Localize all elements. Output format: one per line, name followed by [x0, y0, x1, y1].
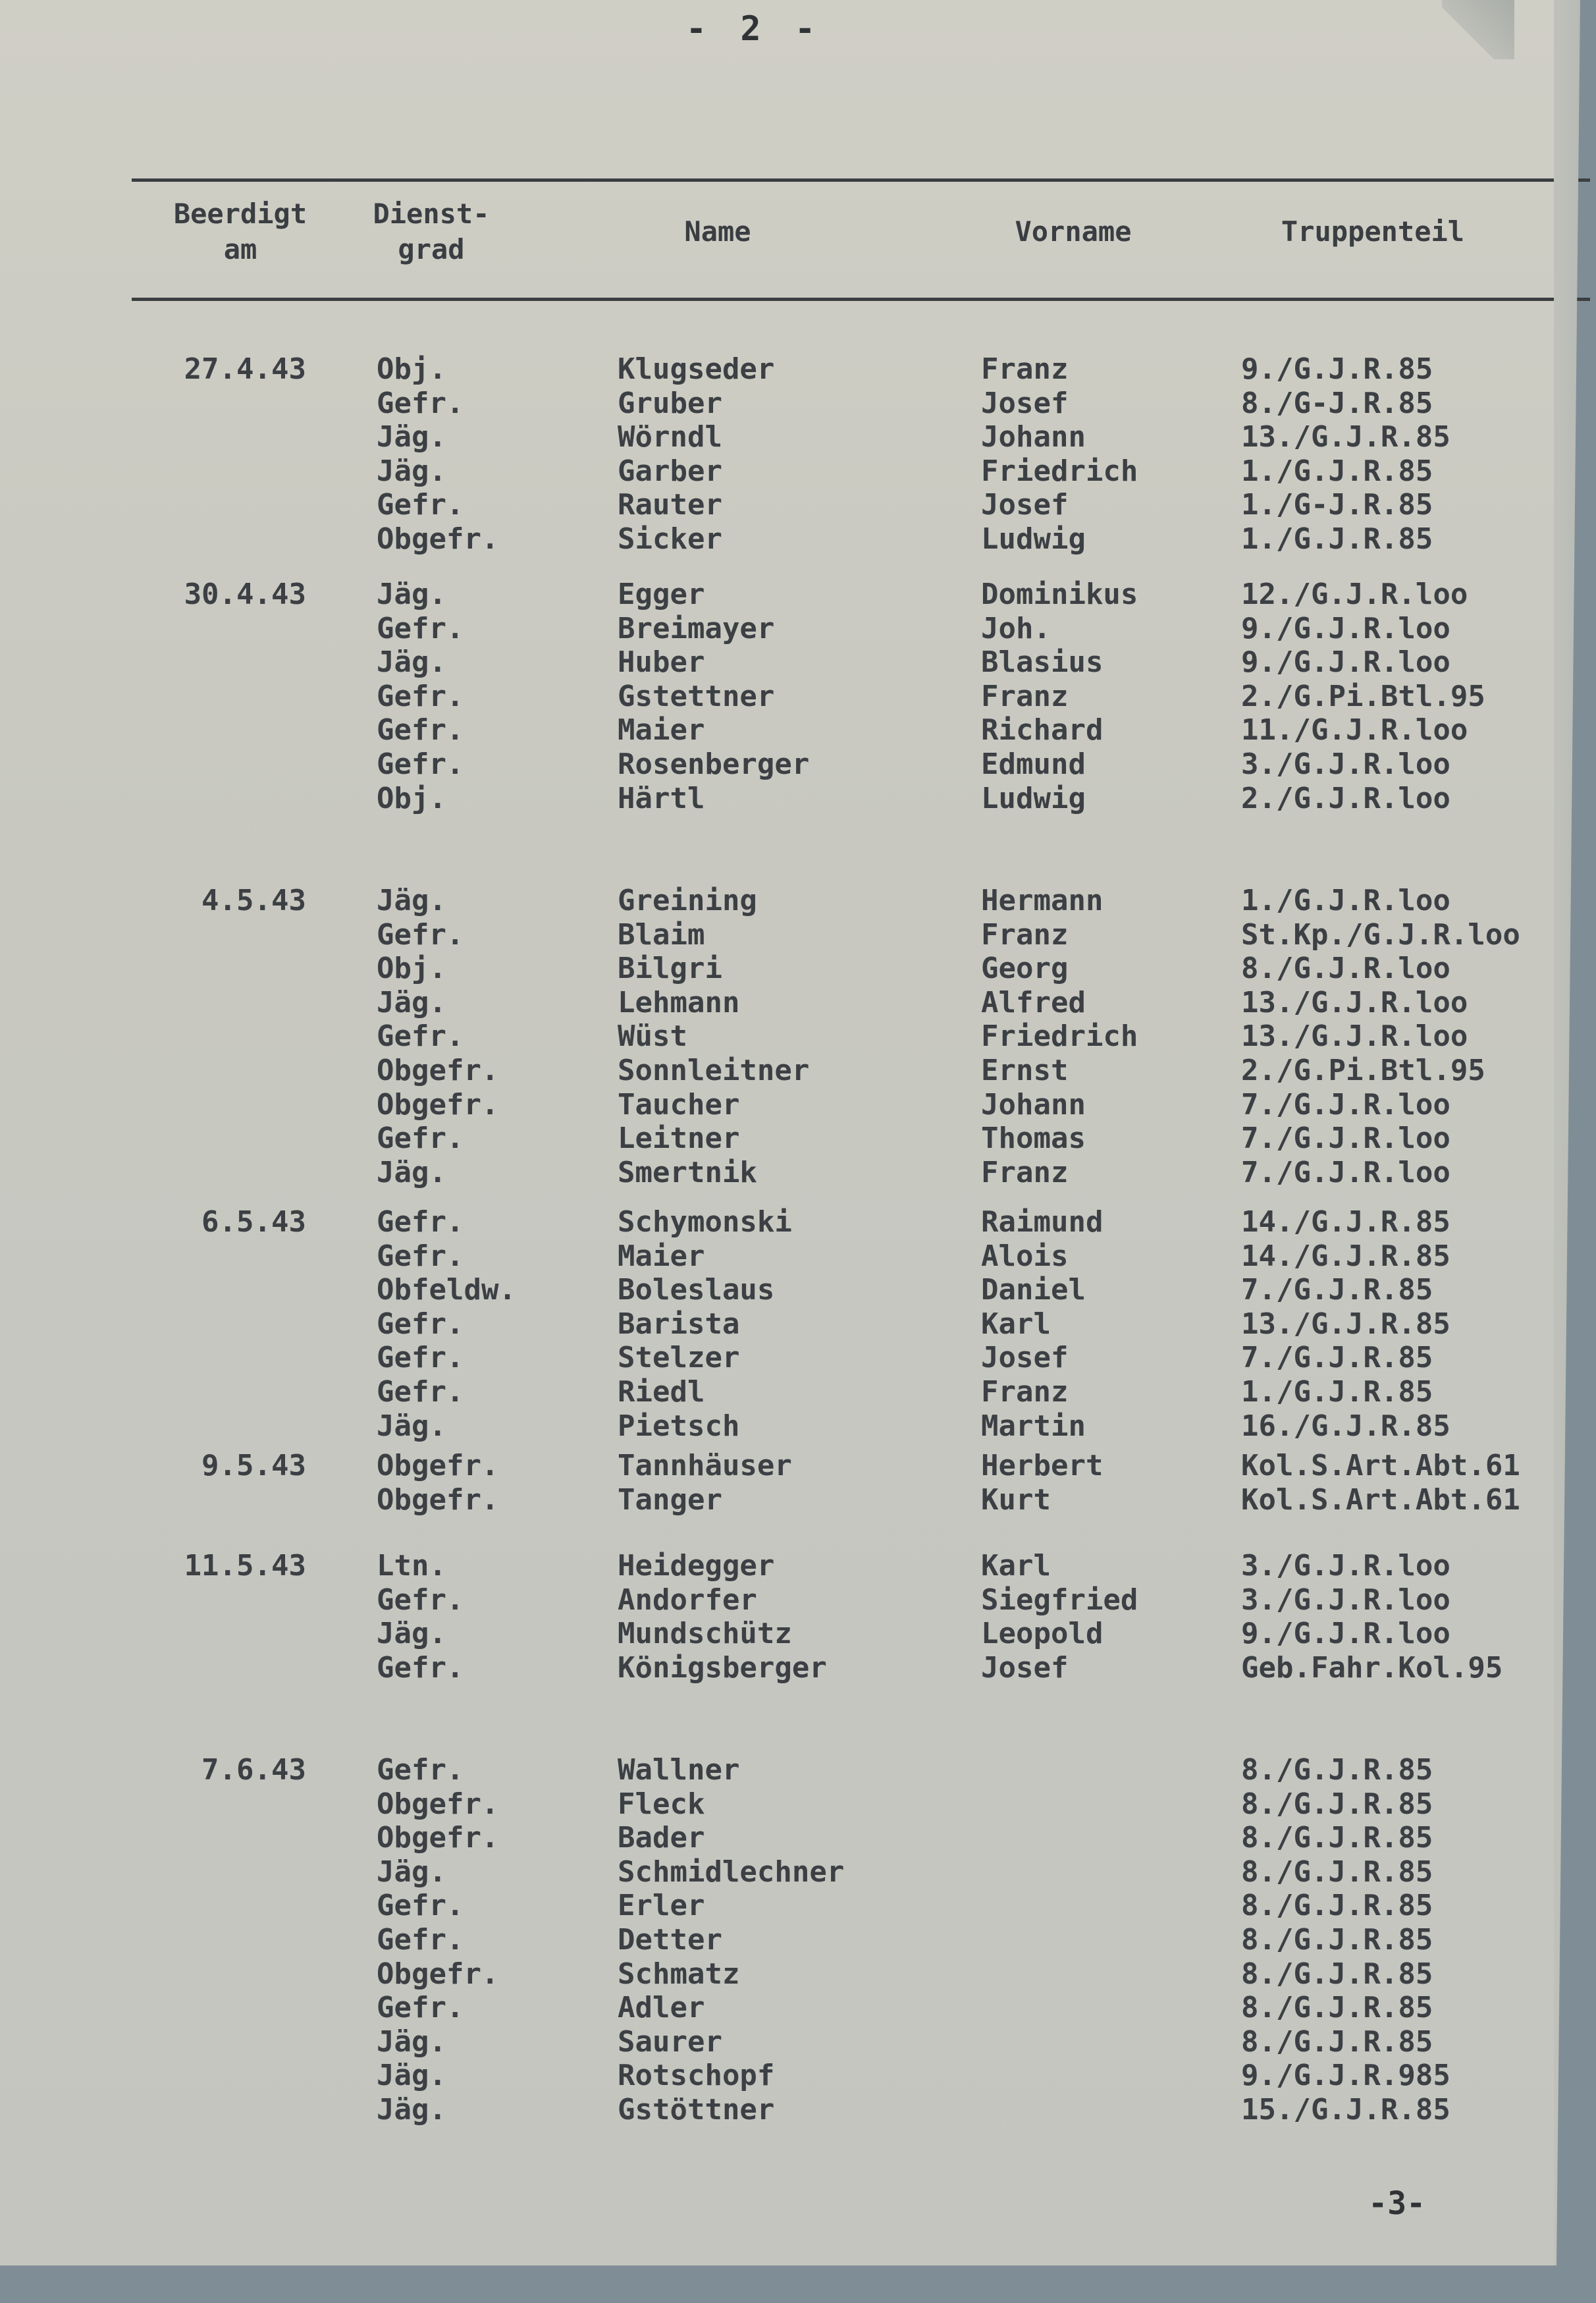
rank-cell: Jäg.: [377, 1409, 446, 1443]
surname-cell: Härtl: [618, 782, 705, 815]
first-name-cell: Edmund: [981, 747, 1086, 781]
page-number: - 2 -: [685, 9, 822, 49]
unit-cell: 13./G.J.R.85: [1241, 1307, 1450, 1341]
unit-cell: 1./G-J.R.85: [1241, 488, 1433, 522]
surname-cell: Taucher: [618, 1088, 740, 1122]
rank-cell: Gefr.: [377, 488, 464, 522]
burial-date-cell: 4.5.43: [201, 884, 306, 917]
rank-cell: Jäg.: [377, 2093, 446, 2127]
next-page-marker: -3-: [1368, 2185, 1425, 2222]
rank-cell: Obj.: [377, 782, 446, 815]
first-name-cell: Friedrich: [981, 454, 1138, 488]
rank-cell: Obj.: [377, 352, 446, 386]
rank-cell: Gefr.: [377, 1375, 464, 1409]
rank-cell: Obgefr.: [377, 1787, 499, 1821]
surname-cell: Riedl: [618, 1375, 705, 1409]
first-name-cell: Franz: [981, 352, 1069, 386]
rank-cell: Gefr.: [377, 1122, 464, 1155]
rank-cell: Gefr.: [377, 1341, 464, 1374]
unit-cell: 7./G.J.R.loo: [1241, 1156, 1450, 1189]
rank-cell: Jäg.: [377, 2025, 446, 2059]
unit-cell: 7./G.J.R.loo: [1241, 1088, 1450, 1122]
surname-cell: Lehmann: [618, 986, 740, 1019]
first-name-cell: Karl: [981, 1549, 1051, 1583]
rank-cell: Jäg.: [377, 1156, 446, 1189]
rank-cell: Gefr.: [377, 1753, 464, 1787]
surname-cell: Blaim: [618, 918, 705, 952]
first-name-cell: Franz: [981, 1156, 1069, 1189]
rank-cell: Jäg.: [377, 1617, 446, 1650]
surname-cell: Sonnleitner: [618, 1054, 810, 1087]
first-name-cell: Ludwig: [981, 782, 1086, 815]
unit-cell: 12./G.J.R.loo: [1241, 578, 1468, 611]
rank-cell: Obgefr.: [377, 1088, 499, 1122]
rank-cell: Gefr.: [377, 1991, 464, 2024]
rank-cell: Gefr.: [377, 1205, 464, 1239]
first-name-cell: Josef: [981, 387, 1069, 420]
surname-cell: Garber: [618, 454, 722, 488]
first-name-cell: Kurt: [981, 1483, 1051, 1517]
surname-cell: Huber: [618, 645, 705, 679]
first-name-cell: Blasius: [981, 645, 1104, 679]
rank-cell: Gefr.: [377, 1923, 464, 1957]
rank-cell: Gefr.: [377, 612, 464, 645]
unit-cell: 3./G.J.R.loo: [1241, 1583, 1450, 1617]
first-name-cell: Ernst: [981, 1054, 1069, 1087]
unit-cell: Kol.S.Art.Abt.61: [1241, 1483, 1520, 1517]
rank-cell: Jäg.: [377, 420, 446, 454]
surname-cell: Fleck: [618, 1787, 705, 1821]
rank-cell: Gefr.: [377, 1019, 464, 1053]
first-name-cell: Josef: [981, 1341, 1069, 1374]
rank-cell: Gefr.: [377, 747, 464, 781]
rank-cell: Jäg.: [377, 645, 446, 679]
rank-cell: Obgefr.: [377, 1821, 499, 1855]
first-name-cell: Siegfried: [981, 1583, 1138, 1617]
unit-cell: 13./G.J.R.85: [1241, 420, 1450, 454]
surname-cell: Rauter: [618, 488, 722, 522]
surname-cell: Andorfer: [618, 1583, 757, 1617]
rank-cell: Gefr.: [377, 713, 464, 747]
rank-cell: Gefr.: [377, 680, 464, 713]
unit-cell: 8./G.J.R.85: [1241, 1957, 1433, 1991]
unit-cell: 1./G.J.R.85: [1241, 1375, 1433, 1409]
unit-cell: 2./G.J.R.loo: [1241, 782, 1450, 815]
first-name-cell: Daniel: [981, 1273, 1086, 1307]
first-name-cell: Franz: [981, 918, 1069, 952]
surname-cell: Wallner: [618, 1753, 740, 1787]
unit-cell: 7./G.J.R.loo: [1241, 1122, 1450, 1155]
surname-cell: Tannhäuser: [618, 1449, 792, 1482]
surname-cell: Schmatz: [618, 1957, 740, 1991]
surname-cell: Gstettner: [618, 680, 775, 713]
burial-date-cell: 30.4.43: [184, 578, 306, 611]
first-name-cell: Dominikus: [981, 578, 1138, 611]
surname-cell: Heidegger: [618, 1549, 775, 1583]
header-name: Name: [684, 215, 751, 248]
surname-cell: Königsberger: [618, 1651, 827, 1685]
first-name-cell: Josef: [981, 488, 1069, 522]
first-name-cell: Alois: [981, 1239, 1069, 1273]
unit-cell: 8./G.J.R.85: [1241, 1889, 1433, 1922]
surname-cell: Maier: [618, 713, 705, 747]
first-name-cell: Richard: [981, 713, 1104, 747]
rank-cell: Jäg.: [377, 2059, 446, 2092]
unit-cell: 9./G.J.R.loo: [1241, 645, 1450, 679]
rank-cell: Obgefr.: [377, 1483, 499, 1517]
unit-cell: 13./G.J.R.loo: [1241, 1019, 1468, 1053]
unit-cell: 13./G.J.R.loo: [1241, 986, 1468, 1019]
surname-cell: Barista: [618, 1307, 740, 1341]
surname-cell: Gstöttner: [618, 2093, 775, 2127]
burial-date-cell: 6.5.43: [201, 1205, 306, 1239]
surname-cell: Breimayer: [618, 612, 775, 645]
rank-cell: Obfeldw.: [377, 1273, 516, 1307]
first-name-cell: Georg: [981, 952, 1069, 985]
surname-cell: Klugseder: [618, 352, 775, 386]
surname-cell: Schmidlechner: [618, 1855, 845, 1889]
first-name-cell: Leopold: [981, 1617, 1104, 1650]
header-burial-date: Beerdigt am: [173, 198, 307, 265]
rank-cell: Gefr.: [377, 1651, 464, 1685]
first-name-cell: Johann: [981, 420, 1086, 454]
unit-cell: 8./G.J.R.85: [1241, 1753, 1433, 1787]
surname-cell: Maier: [618, 1239, 705, 1273]
first-name-cell: Raimund: [981, 1205, 1104, 1239]
rank-cell: Gefr.: [377, 1583, 464, 1617]
rank-cell: Ltn.: [377, 1549, 446, 1583]
rank-cell: Jäg.: [377, 454, 446, 488]
rank-cell: Obgefr.: [377, 1957, 499, 1991]
surname-cell: Wüst: [618, 1019, 687, 1053]
surname-cell: Gruber: [618, 387, 722, 420]
surname-cell: Leitner: [618, 1122, 740, 1155]
unit-cell: 8./G.J.R.85: [1241, 1855, 1433, 1889]
unit-cell: 11./G.J.R.loo: [1241, 713, 1468, 747]
first-name-cell: Alfred: [981, 986, 1086, 1019]
unit-cell: 14./G.J.R.85: [1241, 1239, 1450, 1273]
unit-cell: 8./G.J.R.85: [1241, 2025, 1433, 2059]
rank-cell: Jäg.: [377, 1855, 446, 1889]
first-name-cell: Thomas: [981, 1122, 1086, 1155]
unit-cell: 7./G.J.R.85: [1241, 1341, 1433, 1374]
rank-cell: Jäg.: [377, 884, 446, 917]
surname-cell: Pietsch: [618, 1409, 740, 1443]
burial-date-cell: 27.4.43: [184, 352, 306, 386]
surname-cell: Erler: [618, 1889, 705, 1922]
header-first-name: Vorname: [1015, 215, 1132, 248]
rank-cell: Jäg.: [377, 578, 446, 611]
unit-cell: 3./G.J.R.loo: [1241, 1549, 1450, 1583]
first-name-cell: Josef: [981, 1651, 1069, 1685]
unit-cell: 2./G.Pi.Btl.95: [1241, 1054, 1485, 1087]
surname-cell: Smertnik: [618, 1156, 757, 1189]
surname-cell: Adler: [618, 1991, 705, 2024]
first-name-cell: Karl: [981, 1307, 1051, 1341]
surname-cell: Bader: [618, 1821, 705, 1855]
surname-cell: Schymonski: [618, 1205, 792, 1239]
surname-cell: Rotschopf: [618, 2059, 775, 2092]
unit-cell: 8./G.J.R.85: [1241, 1821, 1433, 1855]
unit-cell: 1./G.J.R.85: [1241, 454, 1433, 488]
surname-cell: Stelzer: [618, 1341, 740, 1374]
surname-cell: Greining: [618, 884, 757, 917]
unit-cell: 15./G.J.R.85: [1241, 2093, 1450, 2127]
surname-cell: Egger: [618, 578, 705, 611]
first-name-cell: Friedrich: [981, 1019, 1138, 1053]
rank-cell: Jäg.: [377, 986, 446, 1019]
first-name-cell: Herbert: [981, 1449, 1104, 1482]
surname-cell: Mundschütz: [618, 1617, 792, 1650]
surname-cell: Saurer: [618, 2025, 722, 2059]
rank-cell: Gefr.: [377, 1307, 464, 1341]
header-top-rule: [132, 178, 1590, 182]
first-name-cell: Franz: [981, 680, 1069, 713]
first-name-cell: Ludwig: [981, 522, 1086, 556]
unit-cell: 2./G.Pi.Btl.95: [1241, 680, 1485, 713]
surname-cell: Tanger: [618, 1483, 722, 1517]
rank-cell: Obgefr.: [377, 1449, 499, 1482]
rank-cell: Obgefr.: [377, 1054, 499, 1087]
burial-date-cell: 11.5.43: [184, 1549, 306, 1583]
first-name-cell: Martin: [981, 1409, 1086, 1443]
burial-date-cell: 7.6.43: [201, 1753, 306, 1787]
surname-cell: Detter: [618, 1923, 722, 1957]
unit-cell: 14./G.J.R.85: [1241, 1205, 1450, 1239]
surname-cell: Rosenberger: [618, 747, 810, 781]
unit-cell: 8./G.J.R.85: [1241, 1787, 1433, 1821]
unit-cell: 1./G.J.R.loo: [1241, 884, 1450, 917]
unit-cell: 7./G.J.R.85: [1241, 1273, 1433, 1307]
unit-cell: 1./G.J.R.85: [1241, 522, 1433, 556]
unit-cell: 8./G-J.R.85: [1241, 387, 1433, 420]
unit-cell: 8./G.J.R.85: [1241, 1991, 1433, 2024]
surname-cell: Wörndl: [618, 420, 722, 454]
rank-cell: Gefr.: [377, 1889, 464, 1922]
burial-date-cell: 9.5.43: [201, 1449, 306, 1482]
rank-cell: Gefr.: [377, 918, 464, 952]
header-unit: Truppenteil: [1281, 215, 1465, 248]
first-name-cell: Johann: [981, 1088, 1086, 1122]
first-name-cell: Joh.: [981, 612, 1051, 645]
rank-cell: Gefr.: [377, 1239, 464, 1273]
unit-cell: St.Kp./G.J.R.loo: [1241, 918, 1520, 952]
unit-cell: 8./G.J.R.loo: [1241, 952, 1450, 985]
first-name-cell: Hermann: [981, 884, 1104, 917]
unit-cell: 9./G.J.R.loo: [1241, 1617, 1450, 1650]
unit-cell: Kol.S.Art.Abt.61: [1241, 1449, 1520, 1482]
surname-cell: Bilgri: [618, 952, 722, 985]
first-name-cell: Franz: [981, 1375, 1069, 1409]
unit-cell: 3./G.J.R.loo: [1241, 747, 1450, 781]
surname-cell: Boleslaus: [618, 1273, 775, 1307]
unit-cell: Geb.Fahr.Kol.95: [1241, 1651, 1503, 1685]
header-bottom-rule: [132, 298, 1590, 301]
header-rank: Dienst- grad: [373, 198, 490, 265]
unit-cell: 16./G.J.R.85: [1241, 1409, 1450, 1443]
surname-cell: Sicker: [618, 522, 722, 556]
rank-cell: Obj.: [377, 952, 446, 985]
rank-cell: Gefr.: [377, 387, 464, 420]
rank-cell: Obgefr.: [377, 522, 499, 556]
unit-cell: 8./G.J.R.85: [1241, 1923, 1433, 1957]
unit-cell: 9./G.J.R.985: [1241, 2059, 1450, 2092]
unit-cell: 9./G.J.R.loo: [1241, 612, 1450, 645]
unit-cell: 9./G.J.R.85: [1241, 352, 1433, 386]
